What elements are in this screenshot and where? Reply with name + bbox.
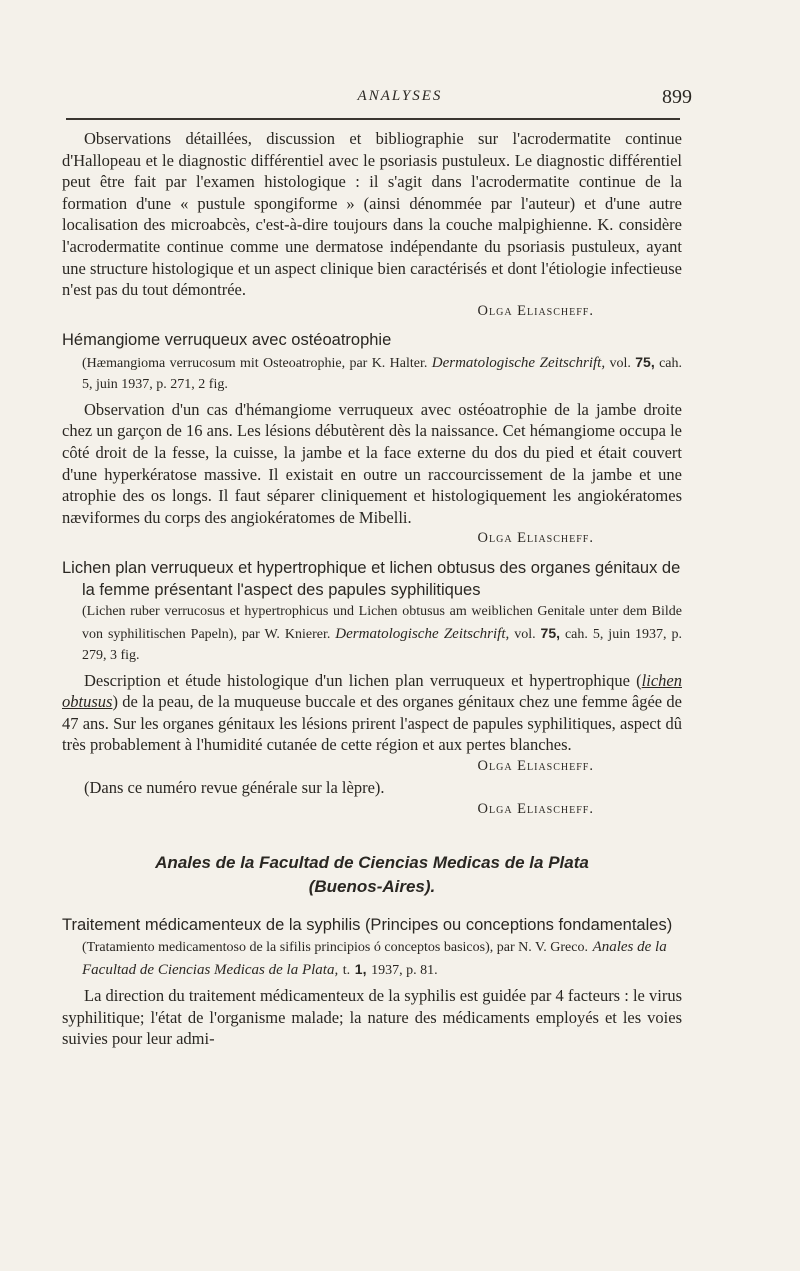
entry-title-syphilis: [62, 915, 682, 982]
reference-text: (Tratamiento medicamentoso de la sifilis principios ó conceptos basicos), par N. V. Greco.: [82, 940, 588, 956]
volume-number: 75,: [540, 624, 561, 641]
signature: Olga Eliascheff.: [477, 302, 594, 319]
signature: Olga Eliascheff.: [477, 757, 594, 774]
entry-title-lichen: Lichen plan verruqueux et hypertrophique et lichen obtusus des organes génitaux de la femme présentant l'aspect des papules syphilitiques: [62, 559, 681, 599]
section-title-line: Anales de la Facultad de Ciencias Medicas de la Plata: [155, 852, 589, 872]
header-rule: [66, 118, 680, 120]
paragraph-note-lepre: (Dans ce numéro revue générale sur la lèpre).: [84, 778, 385, 798]
running-head: [0, 88, 800, 112]
journal-name: Dermatologische Zeitschrift,: [431, 354, 606, 371]
entry-title-hemangiome: Hémangiome verruqueux avec ostéoatrophie: [62, 331, 392, 350]
running-title: ANALYSES: [357, 88, 443, 104]
volume-number: 75,: [635, 353, 655, 370]
paragraph-text: ) de la peau, de la muqueuse buccale et des organes génitaux chez une femme âgée de 47 ans. Sur les organes génitaux les lésions prirent l'aspect de papules syphilitiques, aspect dû très probablement à l'humidité cutanée de cette région et aux pertes blanches.: [62, 692, 682, 755]
paragraph-syphilis: La direction du traitement médicamenteux de la syphilis est guidée par 4 facteurs : le virus syphilitique; l'état de l'organisme malade; la nature des médicaments employés et les voies suivies pour leur admi-: [62, 986, 682, 1049]
reference-text: cah. 5, juin 1937, p. 271, 2 fig.: [82, 355, 683, 393]
section-title: [62, 851, 682, 899]
paragraph-acrodermatite: Observations détaillées, discussion et bibliographie sur l'acrodermatite continue d'Hallopeau et le diagnostic différentiel avec le psoriasis pustuleux. Le diagnostic différentiel peut être fait par l'examen histologique : il s'agit dans l'acrodermatite continue de la formation d'une « pustule spongiforme » (ainsi dénommée par l'auteur) et d'une autre localisation des microabcès, c'est-à-dire toujours dans la couche malpighienne. K. considère l'acrodermatite continue comme une dermatose indépendante du psoriasis pustuleux, ayant une structure histologique et un aspect clinique bien caractérisés et dont l'étiologie infectieuse n'est pas du tout démontrée.: [62, 129, 682, 300]
volume-number: 1,: [354, 960, 367, 977]
paragraph-text: Description et étude histologique d'un lichen plan verruqueux et hypertrophique (: [84, 670, 642, 690]
reference-text: cah. 5, juin 1937, p. 279, 3 fig.: [82, 626, 682, 663]
page-body: [62, 128, 682, 1050]
reference-text: vol.: [609, 355, 631, 371]
reference-text: t.: [342, 962, 351, 978]
section-title-line: (Buenos-Aires).: [308, 876, 436, 896]
reference-text: (Hæmangioma verrucosum mit Osteoatrophie, par K. Halter.: [82, 355, 428, 371]
paragraph-lichen: [62, 670, 682, 756]
entry-reference-lichen: [62, 601, 682, 667]
signature: Olga Eliascheff.: [477, 530, 594, 547]
journal-name: Dermatologische Zeitschrift,: [335, 625, 510, 642]
reference-text: (Lichen ruber verrucosus et hypertrophicus und Lichen obtusus am weiblichen Genitale unter dem Bilde von syphilitischen Papeln), par W. Knierer.: [82, 604, 682, 642]
paragraph-hemangiome: Observation d'un cas d'hémangiome verruqueux avec ostéoatrophie de la jambe droite chez un garçon de 16 ans. Les lésions débutèrent dès la naissance. Cet hémangiome occupa le côté droit de la fesse, la cuisse, la jambe et la face externe du dos du pied et était couvert d'une hyperkératose massive. Il existait en outre un raccourcissement de la jambe et une atrophie des os longs. Il faut séparer cliniquement et histologiquement les angiokératomes næviformes du corps des angiokératomes de Mibelli.: [62, 399, 682, 527]
signature: Olga Eliascheff.: [477, 801, 594, 818]
entry-reference-hemangiome: [62, 352, 682, 396]
reference-text: 1937, p. 81.: [371, 962, 438, 978]
reference-text: vol.: [514, 626, 536, 642]
emphasis-text: lichen obtusus: [62, 670, 682, 712]
page-number: 899: [662, 86, 692, 108]
entry-title-text: Traitement médicamenteux de la syphilis (Principes ou conceptions fondamentales): [62, 915, 673, 934]
journal-name: Anales de la Facultad de Ciencias Medicas de la Plata,: [82, 939, 667, 978]
